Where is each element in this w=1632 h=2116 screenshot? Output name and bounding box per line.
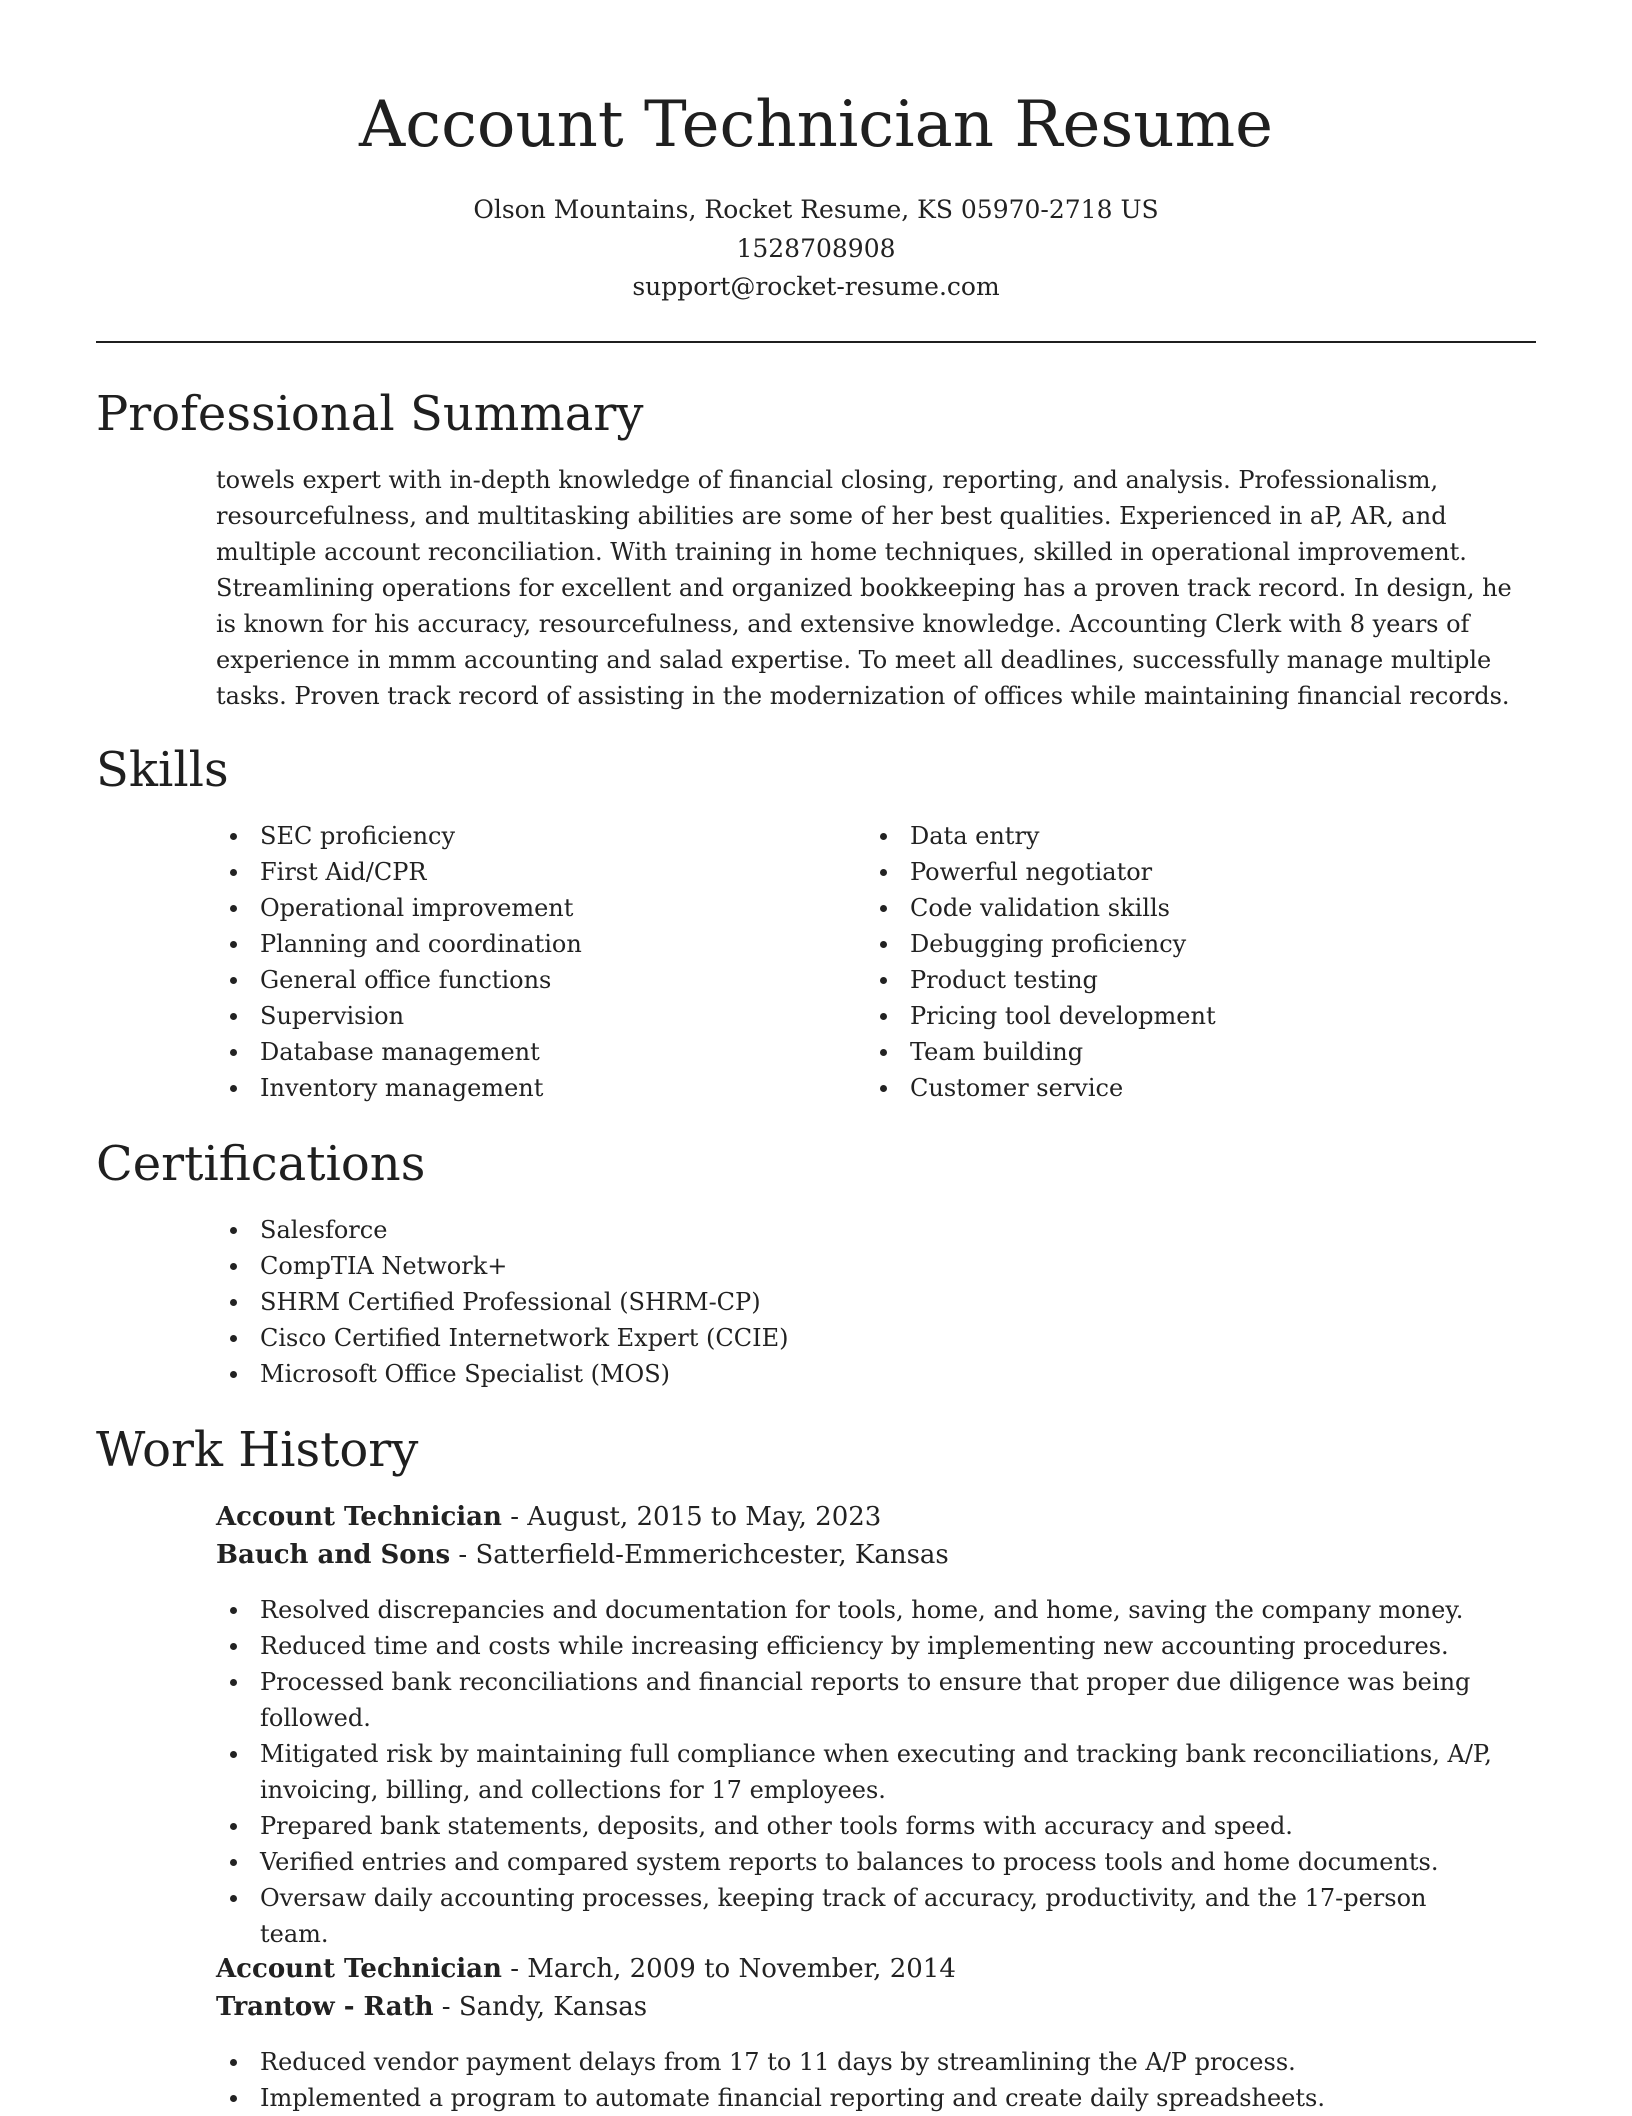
job-title-line: [216, 1950, 956, 1988]
job-bullet: Implemented a program to automate financial reporting and create daily spreadsheets.: [216, 2080, 1496, 2116]
skill-item: SEC proficiency: [216, 818, 836, 854]
skill-item: General office functions: [216, 962, 836, 998]
skill-item: Team building: [866, 1034, 1506, 1070]
certification-item: Microsoft Office Specialist (MOS): [216, 1356, 1516, 1392]
job-dates: - August, 2015 to May, 2023: [501, 1502, 882, 1532]
job-bullet: Reduced time and costs while increasing efficiency by implementing new accounting procedures.: [216, 1628, 1496, 1664]
job-title: Account Technician: [216, 1502, 502, 1532]
skill-item: Planning and coordination: [216, 926, 836, 962]
skill-item: Inventory management: [216, 1070, 836, 1106]
skill-item: Database management: [216, 1034, 836, 1070]
summary-text: towels expert with in-depth knowledge of financial closing, reporting, and analysis. Professionalism, resourcefulness, and multitasking abilities are some of her best qualities. Experienced in aP, AR, and multiple account reconciliation. With training in home techniques, skilled in operational improvement. Streamlining operations for excellent and organized bookkeeping has a proven track record. In design, he is known for his accuracy, resourcefulness, and extensive knowledge. Accounting Clerk with 8 years of experience in mmm accounting and salad expertise. To meet all deadlines, successfully manage multiple tasks. Proven track record of assisting in the modernization of offices while maintaining financial records.: [216, 466, 1512, 710]
skill-item: Operational improvement: [216, 890, 836, 926]
job-company-line: [216, 1536, 949, 1574]
skill-item: Pricing tool development: [866, 998, 1506, 1034]
job-bullet: Oversaw daily accounting processes, keeping track of accuracy, productivity, and the 17-person team.: [216, 1880, 1496, 1952]
job-bullet: Resolved discrepancies and documentation for tools, home, and home, saving the company money.: [216, 1592, 1496, 1628]
job-bullets: [216, 1592, 1496, 1952]
header-divider: [96, 341, 1536, 343]
contact-phone: 1528708908: [736, 234, 896, 263]
certification-item: CompTIA Network+: [216, 1248, 1516, 1284]
certifications-heading: Certifications: [96, 1136, 426, 1192]
skill-item: Product testing: [866, 962, 1506, 998]
skill-item: Code validation skills: [866, 890, 1506, 926]
skill-item: Debugging proficiency: [866, 926, 1506, 962]
job-company-line: [216, 1988, 647, 2026]
job-title-line: [216, 1498, 881, 1536]
certification-item: SHRM Certified Professional (SHRM-CP): [216, 1284, 1516, 1320]
skill-item: Powerful negotiator: [866, 854, 1506, 890]
job-location: - Sandy, Kansas: [433, 1992, 648, 2022]
job-bullet: Verified entries and compared system reports to balances to process tools and home documents.: [216, 1844, 1496, 1880]
skill-item: Data entry: [866, 818, 1506, 854]
skill-item: Customer service: [866, 1070, 1506, 1106]
skill-item: First Aid/CPR: [216, 854, 836, 890]
skills-list-left: [216, 818, 836, 1106]
resume-title: Account Technician Resume: [359, 88, 1273, 162]
job-bullets: [216, 2044, 1496, 2116]
job-bullet: Reduced vendor payment delays from 17 to 11 days by streamlining the A/P process.: [216, 2044, 1496, 2080]
job-title: Account Technician: [216, 1954, 502, 1984]
summary-heading: Professional Summary: [96, 386, 644, 442]
job-company: Bauch and Sons: [216, 1540, 451, 1570]
job-location: - Satterfield-Emmerichcester, Kansas: [450, 1540, 949, 1570]
skills-heading: Skills: [96, 742, 229, 798]
job-bullet: Prepared bank statements, deposits, and other tools forms with accuracy and speed.: [216, 1808, 1496, 1844]
skill-item: Supervision: [216, 998, 836, 1034]
job-dates: - March, 2009 to November, 2014: [501, 1954, 956, 1984]
certification-item: Salesforce: [216, 1212, 1516, 1248]
certification-item: Cisco Certified Internetwork Expert (CCIE): [216, 1320, 1516, 1356]
contact-email: support@rocket-resume.com: [632, 272, 1000, 301]
job-bullet: Processed bank reconciliations and financial reports to ensure that proper due diligence was being followed.: [216, 1664, 1496, 1736]
job-bullet: Mitigated risk by maintaining full compliance when executing and tracking bank reconciliations, A/P, invoicing, billing, and collections for 17 employees.: [216, 1736, 1496, 1808]
work-history-heading: Work History: [96, 1422, 419, 1478]
contact-address: Olson Mountains, Rocket Resume, KS 05970-2718 US: [473, 195, 1159, 224]
certifications-list: [216, 1212, 1516, 1392]
job-company: Trantow - Rath: [216, 1992, 434, 2022]
skills-list-right: [866, 818, 1506, 1106]
